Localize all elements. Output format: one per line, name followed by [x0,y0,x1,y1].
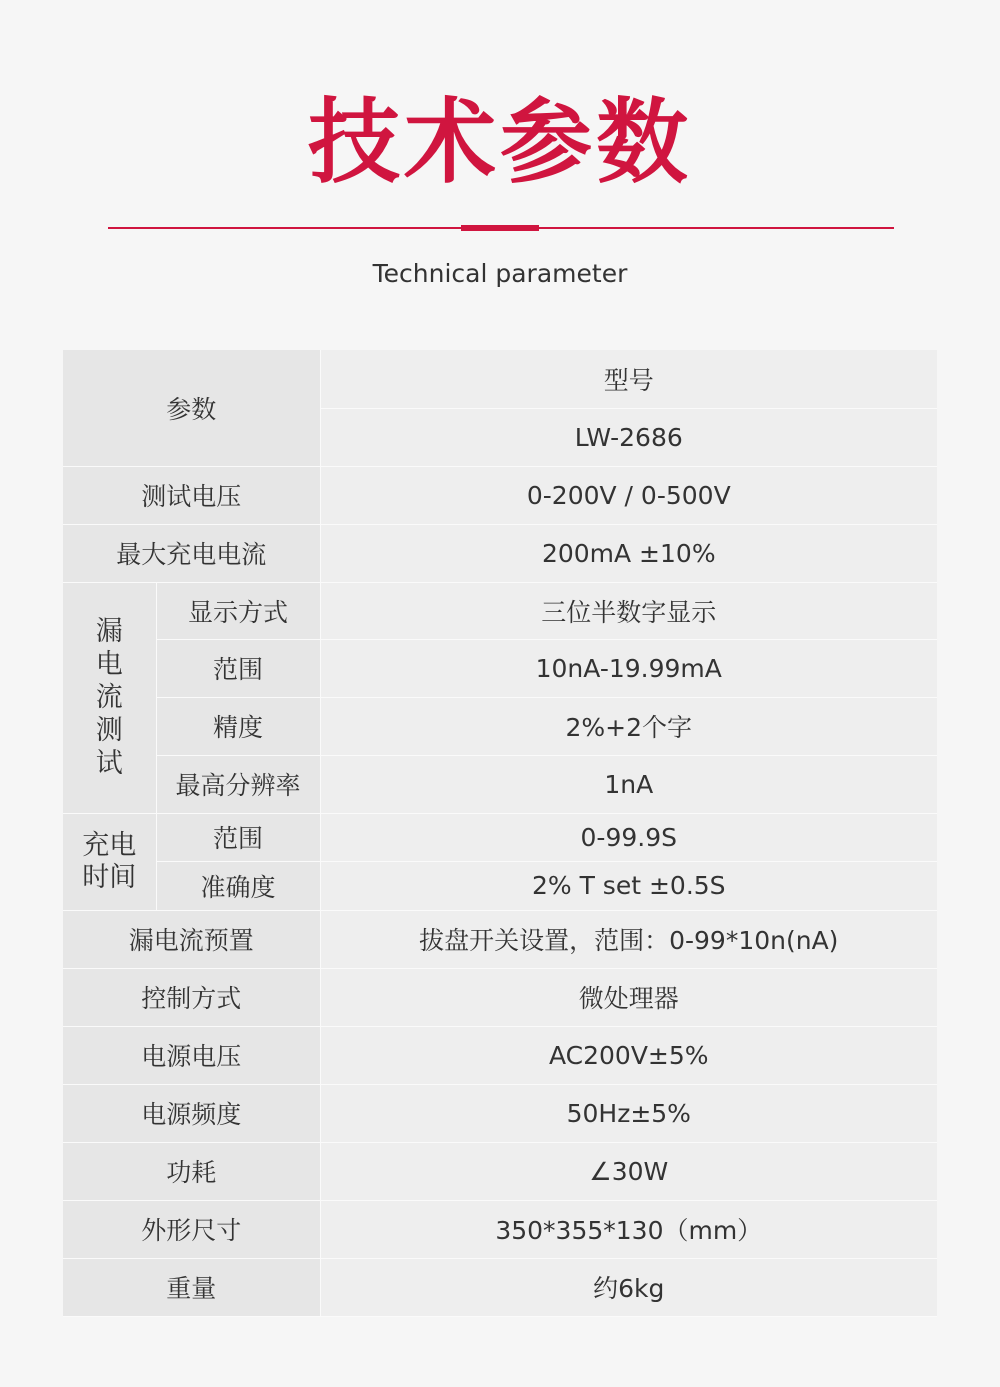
table-row [63,1142,937,1200]
power-frequency-value: 50Hz±5% [320,1084,937,1142]
test-voltage-value: 0-200V / 0-500V [320,466,937,524]
test-voltage-label: 测试电压 [63,466,320,524]
charge-accuracy-label: 准确度 [156,861,320,910]
charge-accuracy-value: 2% T set ±0.5S [320,861,937,910]
table-row [63,1200,937,1258]
page-title: 技术参数 [307,89,692,196]
control-mode-label: 控制方式 [63,968,320,1026]
table-row [63,524,937,582]
max-charge-current-label: 最大充电电流 [63,524,320,582]
table-row [63,910,937,968]
param-header: 参数 [63,350,320,466]
model-header: 型号 [320,350,937,408]
power-consumption-value: ∠30W [320,1142,937,1200]
leakage-resolution-value: 1nA [320,755,937,813]
spec-table [63,350,937,1317]
dimensions-label: 外形尺寸 [63,1200,320,1258]
table-row [63,1084,937,1142]
leakage-group-text: 漏电流测试 [95,616,123,779]
charge-range-value: 0-99.9S [320,813,937,861]
control-mode-value: 微处理器 [320,968,937,1026]
model-value: LW-2686 [320,408,937,466]
page-subtitle: Technical parameter [372,259,628,288]
table-row [63,639,937,697]
table-row [63,697,937,755]
weight-value: 约6kg [320,1258,937,1316]
table-row [63,755,937,813]
table-row [63,582,937,639]
power-consumption-label: 功耗 [63,1142,320,1200]
table-header-row [63,350,937,408]
table-row [63,466,937,524]
charge-group-label [63,813,156,910]
leakage-accuracy-value: 2%+2个字 [320,697,937,755]
charge-group-text: 充电时间 [82,829,137,893]
table-row [63,861,937,910]
table-row [63,1026,937,1084]
leakage-group-label [63,582,156,813]
leakage-display-value: 三位半数字显示 [320,582,937,639]
leakage-preset-value: 拔盘开关设置，范围：0-99*10n(nA) [320,910,937,968]
leakage-resolution-label: 最高分辨率 [156,755,320,813]
leakage-display-label: 显示方式 [156,582,320,639]
max-charge-current-value: 200mA ±10% [320,524,937,582]
table-row [63,1258,937,1316]
charge-range-label: 范围 [156,813,320,861]
dimensions-value: 350*355*130（mm） [320,1200,937,1258]
leakage-range-value: 10nA-19.99mA [320,639,937,697]
leakage-range-label: 范围 [156,639,320,697]
weight-label: 重量 [63,1258,320,1316]
power-voltage-value: AC200V±5% [320,1026,937,1084]
table-row [63,813,937,861]
leakage-preset-label: 漏电流预置 [63,910,320,968]
power-frequency-label: 电源频度 [63,1084,320,1142]
power-voltage-label: 电源电压 [63,1026,320,1084]
table-row [63,968,937,1026]
title-divider-accent [461,225,539,231]
leakage-accuracy-label: 精度 [156,697,320,755]
